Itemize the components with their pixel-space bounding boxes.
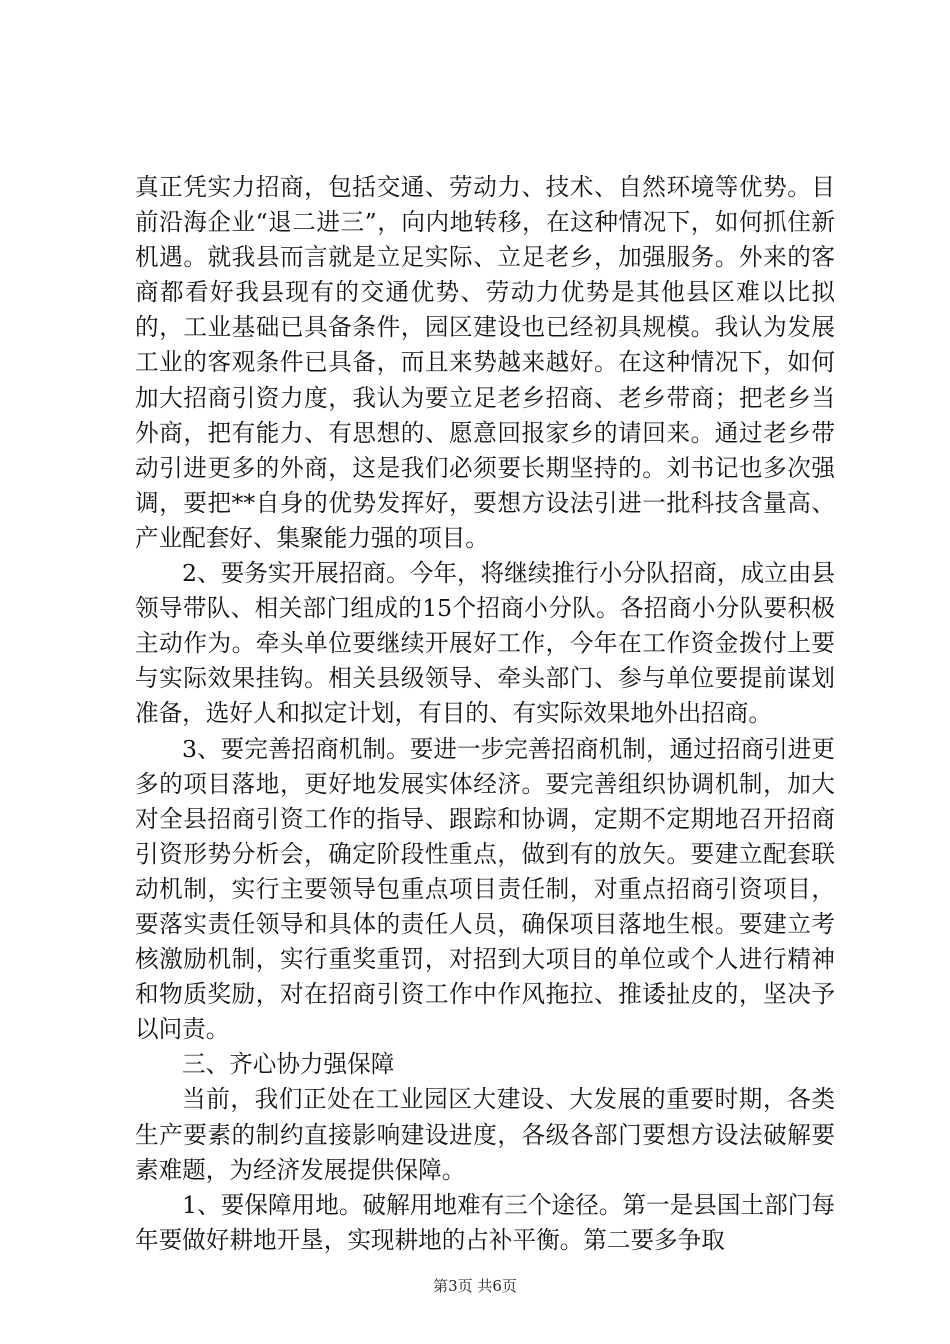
- body-text: [135, 170, 835, 1258]
- paragraph-continuation: 真正凭实力招商，包括交通、劳动力、技术、自然环境等优势。目前沿海企业“退二进三”，向内地转移，在这种情况下，如何抓住新机遇。就我县而言就是立足实际、立足老乡，加强服务。外来的客商都看好我县现有的交通优势、劳动力优势是其他县区难以比拟的，工业基础已具备条件，园区建设也已经初具规模。我认为发展工业的客观条件已具备，而且来势越来越好。在这种情况下，如何加大招商引资力度，我认为要立足老乡招商、老乡带商；把老乡当外商，把有能力、有思想的、愿意回报家乡的请回来。通过老乡带动引进更多的外商，这是我们必须要长期坚持的。刘书记也多次强调，要把**自身的优势发挥好，要想方设法引进一批科技含量高、产业配套好、集聚能力强的项目。: [135, 173, 835, 552]
- section-heading: 三、齐心协力强保障: [182, 1050, 395, 1079]
- paragraph-item-2: 2、要务实开展招商。今年，将继续推行小分队招商，成立由县领导带队、相关部门组成的15个招商小分队。各招商小分队要积极主动作为。牵头单位要继续开展好工作，今年在工作资金拨付上要与实际效果挂钩。相关县级领导、牵头部门、参与单位要提前谋划准备，选好人和拟定计划，有目的、有实际效果地外出招商。: [135, 559, 835, 728]
- paragraph-intro: 当前，我们正处在工业园区大建设、大发展的重要时期，各类生产要素的制约直接影响建设进度，各级各部门要想方设法破解要素难题，为经济发展提供保障。: [135, 1085, 835, 1184]
- page-number: 第3页 共6页: [433, 1277, 517, 1295]
- paragraph-item-3: 3、要完善招商机制。要进一步完善招商机制，通过招商引进更多的项目落地，更好地发展实体经济。要完善组织协调机制，加大对全县招商引资工作的指导、跟踪和协调，定期不定期地召开招商引资形势分析会，确定阶段性重点，做到有的放矢。要建立配套联动机制，实行主要领导包重点项目责任制，对重点招商引资项目，要落实责任领导和具体的责任人员，确保项目落地生根。要建立考核激励机制，实行重奖重罚，对招到大项目的单位或个人进行精神和物质奖励，对在招商引资工作中作风拖拉、推诿扯皮的，坚决予以问责。: [135, 734, 835, 1044]
- paragraph-item-1: 1、要保障用地。破解用地难有三个途径。第一是县国土部门每年要做好耕地开垦，实现耕地的占补平衡。第二要多争取: [135, 1190, 835, 1254]
